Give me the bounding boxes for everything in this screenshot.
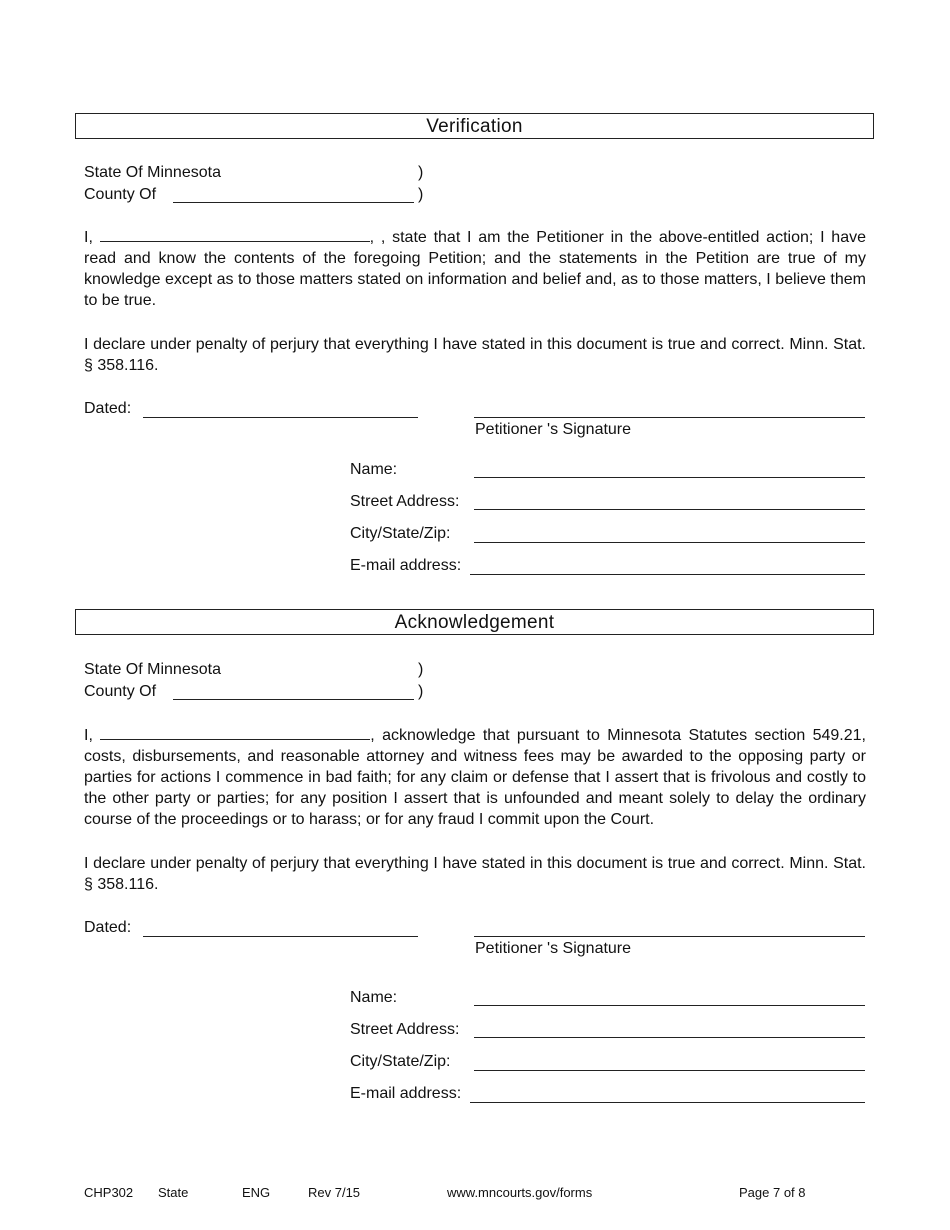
name-label: Name: [350,461,398,478]
verification-heading: Verification [75,113,874,139]
state-label: State Of Minnesota [84,164,221,181]
dated-field[interactable] [143,936,418,937]
statement-prefix: I, [84,229,93,246]
street-address-label: Street Address: [350,493,460,510]
footer-page-number: Page 7 of 8 [739,1185,806,1200]
petitioner-name-field[interactable] [100,725,370,740]
state-paren: ) [418,661,424,678]
street-address-field[interactable] [474,509,865,510]
verification-statement [84,227,866,311]
email-field[interactable] [470,1102,865,1103]
county-paren: ) [418,186,424,203]
signature-field[interactable] [474,417,865,418]
dated-label: Dated: [84,919,132,936]
street-address-label: Street Address: [350,1021,460,1038]
acknowledgement-statement [84,725,866,830]
perjury-declaration: I declare under penalty of perjury that everything I have stated in this document is true and correct. Minn. Stat. § 358.116. [84,336,866,374]
county-label: County Of [84,683,157,700]
acknowledgement-heading: Acknowledgement [75,609,874,635]
signature-field[interactable] [474,936,865,937]
signature-label: Petitioner 's Signature [475,421,632,438]
statement-text: , , state that I am the Petitioner in the above-entitled action; I have read and know the contents of the foregoing Petition; and the statements in the Petition are true of my knowledge except as to those matters stated on information and belief and, as to those matters, I believe them to be true. [84,229,866,309]
city-state-zip-field[interactable] [474,542,865,543]
footer-form-code: CHP302 [84,1185,134,1200]
city-state-zip-label: City/State/Zip: [350,1053,451,1070]
dated-field[interactable] [143,417,418,418]
county-field[interactable] [173,202,414,203]
state-paren: ) [418,164,424,181]
county-label: County Of [84,186,157,203]
street-address-field[interactable] [474,1037,865,1038]
statement-text: , acknowledge that pursuant to Minnesota Statutes section 549.21, costs, disbursements, and reasonable attorney and witness fees may be awarded to the opposing party or parties for actions I commence in bad faith; for any claim or defense that I assert that is frivolous and costly to the other party or parties; for any position I assert that is unfounded and meant solely to delay the ordinary course of the proceedings or to harass; or for any fraud I commit upon the Court. [84,727,866,828]
signature-label: Petitioner 's Signature [475,940,632,957]
county-paren: ) [418,683,424,700]
email-label: E-mail address: [350,1085,462,1102]
petitioner-name-field[interactable] [100,227,370,242]
name-field[interactable] [474,477,865,478]
name-field[interactable] [474,1005,865,1006]
city-state-zip-label: City/State/Zip: [350,525,451,542]
footer-revision: Rev 7/15 [308,1185,361,1200]
name-label: Name: [350,989,398,1006]
state-label: State Of Minnesota [84,661,221,678]
dated-label: Dated: [84,400,132,417]
email-field[interactable] [470,574,865,575]
email-label: E-mail address: [350,557,462,574]
city-state-zip-field[interactable] [474,1070,865,1071]
footer-jurisdiction: State [158,1185,189,1200]
perjury-declaration: I declare under penalty of perjury that everything I have stated in this document is true and correct. Minn. Stat. § 358.116. [84,855,866,893]
footer-website: www.mncourts.gov/forms [447,1185,593,1200]
footer-language: ENG [242,1185,271,1200]
county-field[interactable] [173,699,414,700]
statement-prefix: I, [84,727,93,744]
